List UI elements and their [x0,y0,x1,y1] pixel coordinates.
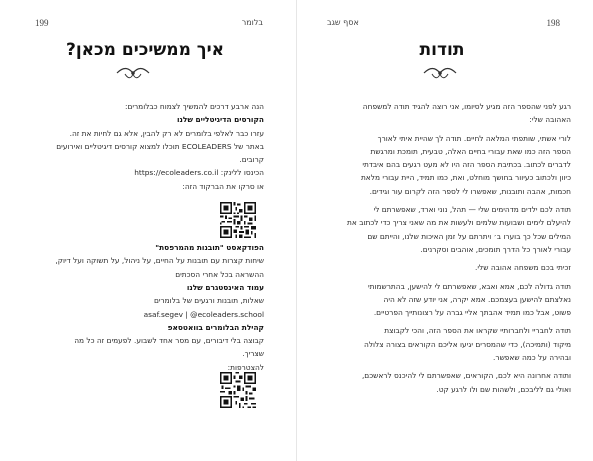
decorative-flourish-icon [115,64,151,82]
qr-code-icon[interactable] [220,372,256,408]
intro-line: הנה ארבע דרכים להמשיך לצמוח כבלומרים: [124,102,264,111]
left-page [0,0,296,461]
text-line: האהובה שלי: [529,115,571,125]
text-line: ואולי גם לליבכם, ולשהות שם ולו לרגע קט. [436,384,571,394]
text-line: תודה גדולה לכם, אמא ואבא, שאפשרתם לי להישען, בהתרשמותי [367,281,571,291]
text-line: עזרו כבר לאלפי בלומרים לא רק להבין, אלא גם לחיות את זה. [69,128,264,138]
website-link[interactable]: https://ecoleaders.co.il [134,168,219,178]
page-number: 199 [35,18,49,28]
text-line: נאלצתם להישען בעצמכם. אמא יקרה, אני יודע שזה לא היה [383,294,571,304]
text-line: הספר הזה כמו שאת עבורי בחיים האלה, טבעית, תומכת ומרגשת [370,146,571,156]
text-line: חכמות, אהבה ותובנות, שאפשרו לי לספר הזה לקרום עור וגידים. [369,186,571,196]
text-line: כיוון ולכתוב כעיוור בחושך מוחלט, ואת, כמו תמיד, היית עבורי מלאת [360,173,571,183]
text-line: להצטרפות: [227,362,264,372]
page-title: איך ממשיכים מכאן? [65,40,224,60]
text-line: ותודה אחרונה היא לכם, הקוראים, שאפשרתם לי להיכנס לראשכם, [361,371,571,381]
instagram-handle: asaf.segev | @ecoleaders.school [143,309,264,319]
section-heading-courses: הקורסים הדיגיטליים שלנו [176,115,264,125]
acknowledgements-body [317,100,571,396]
page-number: 198 [546,18,560,28]
text-line: פשוט, אבל כמו תמיד אהבתך אליי גברה על רצונותייך הפרטיים. [373,308,571,318]
text-line: מיקוד (ותמיכה), כדי שהמסרים יגיעו אליכם הקוראים בצורה צלולה [363,339,571,349]
text-line: עבורי לאורך כל הדרך תומכים, אוהבים וסקרנים. [420,244,571,254]
section-heading-whatsapp: קהילת הבלומרים בוואטסאפ [167,322,264,332]
brand-name: ECOLEADERS [181,141,232,151]
text-line: הכינסו ללינק: https://ecoleaders.co.il [28,166,264,179]
section-heading-instagram: עמוד האינסטגרם שלנו [186,282,264,292]
text-line: לדברים לכתוב. בכתיבת הספר הזה היו לא מעט רגעים בהם איבדתי [362,160,571,170]
text-line: קבוצה בלי דיבורים, עם מסר אחד לשבוע. לפעמים זה כל מה [74,336,264,346]
text-line: להיעלם לימים ושבועות שלמים ולעשות את מה שאני צריך כדי לכתוב את [347,218,571,228]
text-line: זכיתי בכם משפחה אהובה שלי. [475,263,571,273]
text-line: לורי אשתי, שותפתי המלאה לחיים. תודה לך שהיית איתי לאורך [377,133,571,143]
running-header: אסף שגב [327,18,359,27]
text-line: או סרקו את הברקוד הזה: [182,181,264,191]
text-line: שצריך. [242,349,264,359]
text-line: באתר של ECOLEADERS תוכלו למצוא קורסים דיגיטליים ואירועים [28,140,264,153]
section-heading-podcast: הפודקאסט "תובנות מהמרפסת" [155,243,264,253]
running-header: בלומר [241,18,263,27]
text-line: המילים שכל כך בוערו ב׳ ויתרתם על זמן האיכות שלנו, והייתם שם [367,231,571,241]
page-title: תודות [419,40,465,60]
text-line: שאלות, תובנות ורגעים של בלומרים [153,296,264,306]
text-line: שיחות קצרות עם תובנות על החיים, על ניהול, על תשוקה ועל דיוק, [55,256,264,266]
text-line: תודה לחבריי ולחברותיי שקראו את הספר הזה, והכי לקבוצת [384,326,571,336]
qr-code-icon[interactable] [220,202,256,238]
decorative-flourish-icon [422,64,458,82]
text-line: קרובים. [239,155,264,165]
text-line: רגע לפני שהספר הזה מגיע לסיומו, אני רוצה להגיד תודה למשפחה [362,102,571,111]
text-line: תודה לכם ילדים מדהימים שלי — תהל, נוני וארד, שאפשרתם לי [373,205,571,215]
right-page [297,0,593,461]
text-line: ובהירה על כמה שאפשר. [493,353,571,363]
text-line: ההשראה בכל אחרי הסכתים [175,269,264,279]
